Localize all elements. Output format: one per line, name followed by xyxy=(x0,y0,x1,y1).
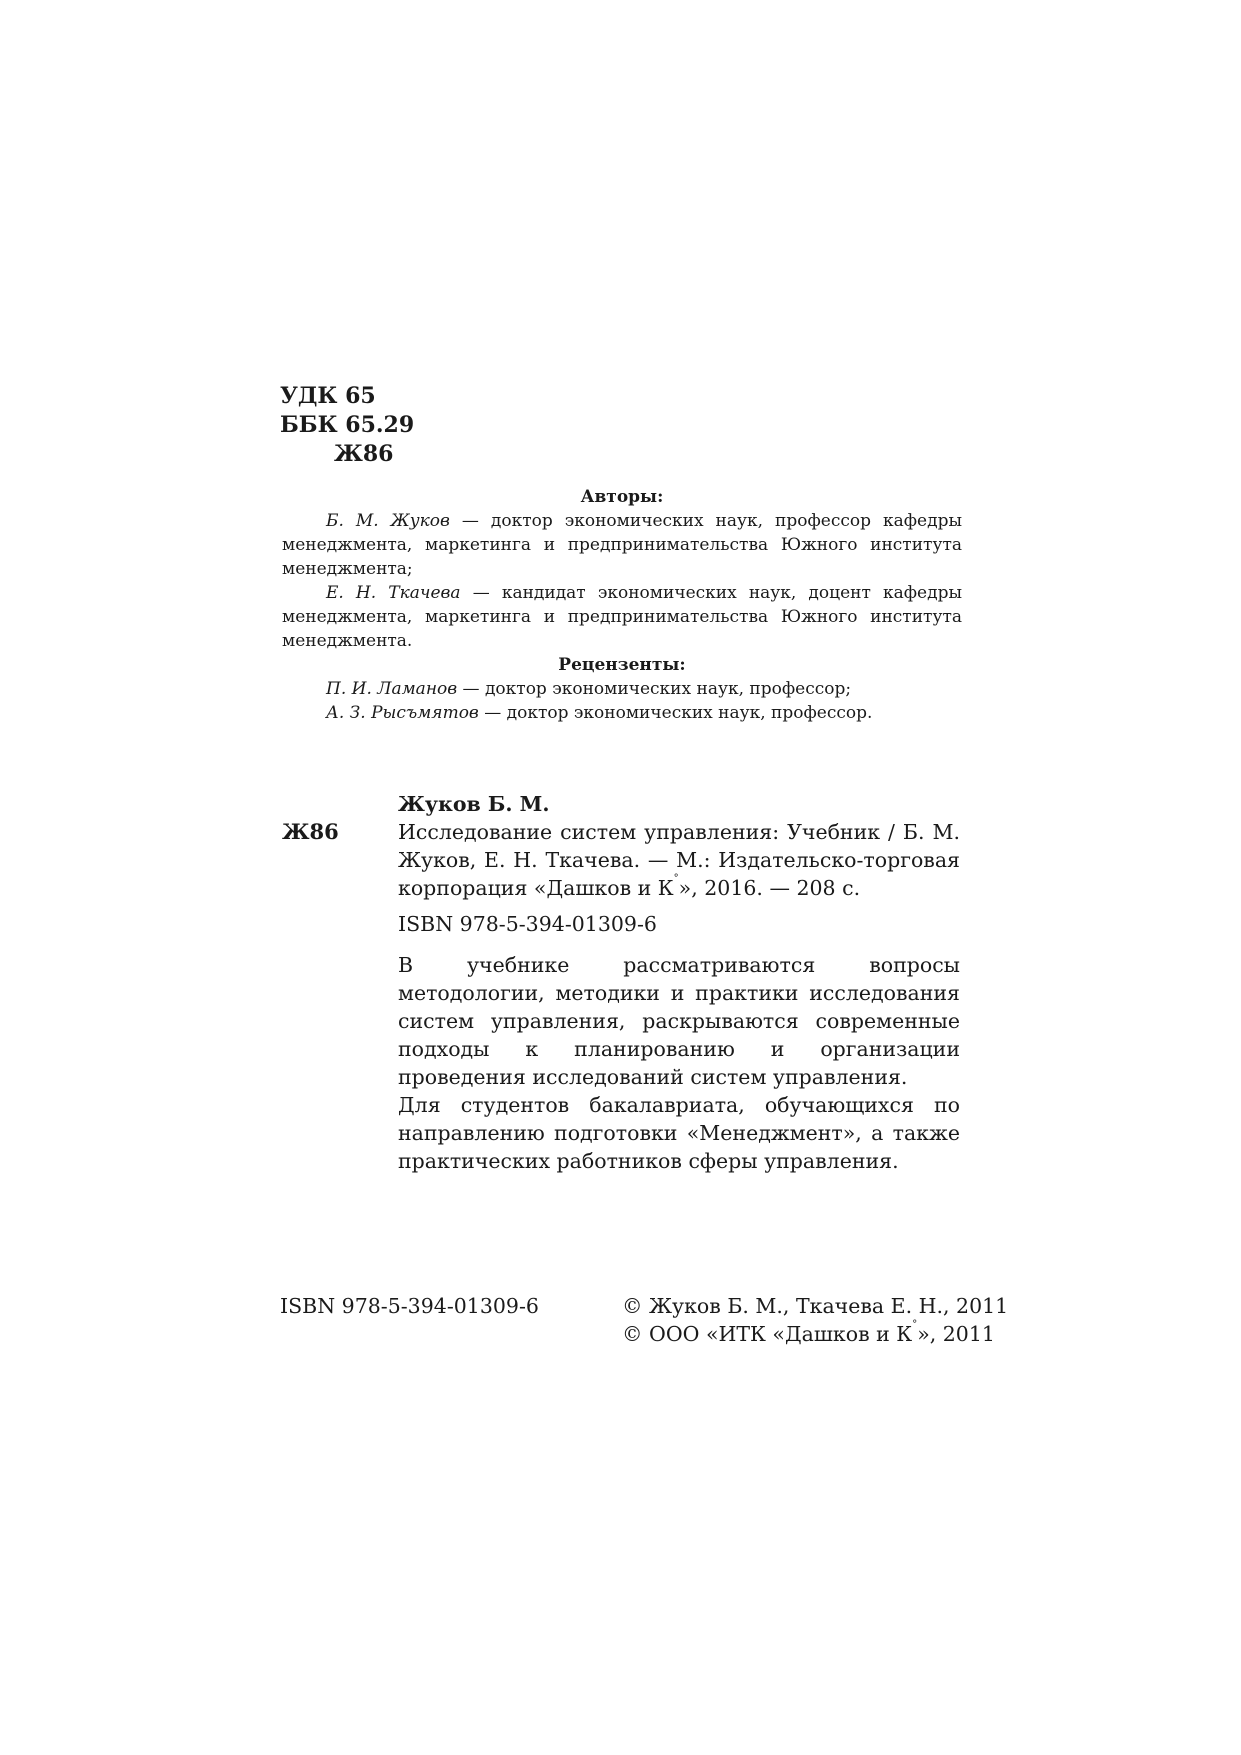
author-entry xyxy=(282,581,962,653)
copyright-publisher xyxy=(622,1320,1008,1348)
reviewer-description: — доктор экономических наук, профессор. xyxy=(478,703,873,723)
footer-isbn: ISBN 978-5-394-01309-6 xyxy=(280,1294,539,1318)
record-author-mark: Ж86 xyxy=(282,819,339,844)
copyright-publisher-text: © ООО «ИТК «Дашков и К xyxy=(622,1322,913,1346)
copyright-authors: © Жуков Б. М., Ткачева Е. Н., 2011 xyxy=(622,1294,1009,1318)
author-name: Б. М. Жуков xyxy=(326,511,450,531)
reviewer-name: А. З. Рысъмятов xyxy=(326,703,479,723)
annotation-paragraph: Для студентов бакалавриата, обучающихся по направлению подготовки «Менеджмент», а также практических работников сферы управления. xyxy=(398,1093,960,1173)
record-author: Жуков Б. М. xyxy=(398,792,550,816)
record-isbn: ISBN 978-5-394-01309-6 xyxy=(398,912,657,936)
author-mark: Ж86 xyxy=(334,441,394,467)
author-entry xyxy=(282,509,962,581)
author-description: — кандидат экономических наук, доцент кафедры менеджмента, маркетинга и предпринимательства Южного института менеджмента. xyxy=(282,583,962,651)
copyright-publisher-year: », 2011 xyxy=(917,1322,995,1346)
bibliographic-record xyxy=(398,790,960,1175)
author-description: — доктор экономических наук, профессор кафедры менеджмента, маркетинга и предпринимательства Южного института менеджмента; xyxy=(282,511,962,579)
copyright-block xyxy=(622,1292,1008,1348)
bibliographic-description xyxy=(398,818,960,902)
degree-mark: ° xyxy=(912,1319,918,1330)
credits-block xyxy=(282,485,962,725)
reviewer-entry xyxy=(282,677,962,701)
reviewer-name: П. И. Ламанов xyxy=(326,679,458,699)
annotation-paragraph: В учебнике рассматриваются вопросы методологии, методики и практики исследования систем управления, раскрываются современные подходы к планированию и организации проведения исследований систем управления. xyxy=(398,953,960,1089)
author-name: Е. Н. Ткачева xyxy=(326,583,461,603)
degree-mark: ° xyxy=(673,873,679,884)
classification-codes xyxy=(280,382,414,469)
bib-text: Исследование систем управления: Учебник / Б. М. Жуков, Е. Н. Ткачева. — М.: Издательско-торговая корпорация «Дашков и К xyxy=(398,820,960,900)
reviewer-entry xyxy=(282,701,962,725)
bbk-code: ББК 65.29 xyxy=(280,412,415,438)
reviewer-description: — доктор экономических наук, профессор; xyxy=(457,679,852,699)
bib-text-end: », 2016. — 208 с. xyxy=(678,876,861,900)
reviewers-heading: Рецензенты: xyxy=(558,655,686,675)
udk-code: УДК 65 xyxy=(280,383,376,409)
authors-heading: Авторы: xyxy=(580,487,664,507)
